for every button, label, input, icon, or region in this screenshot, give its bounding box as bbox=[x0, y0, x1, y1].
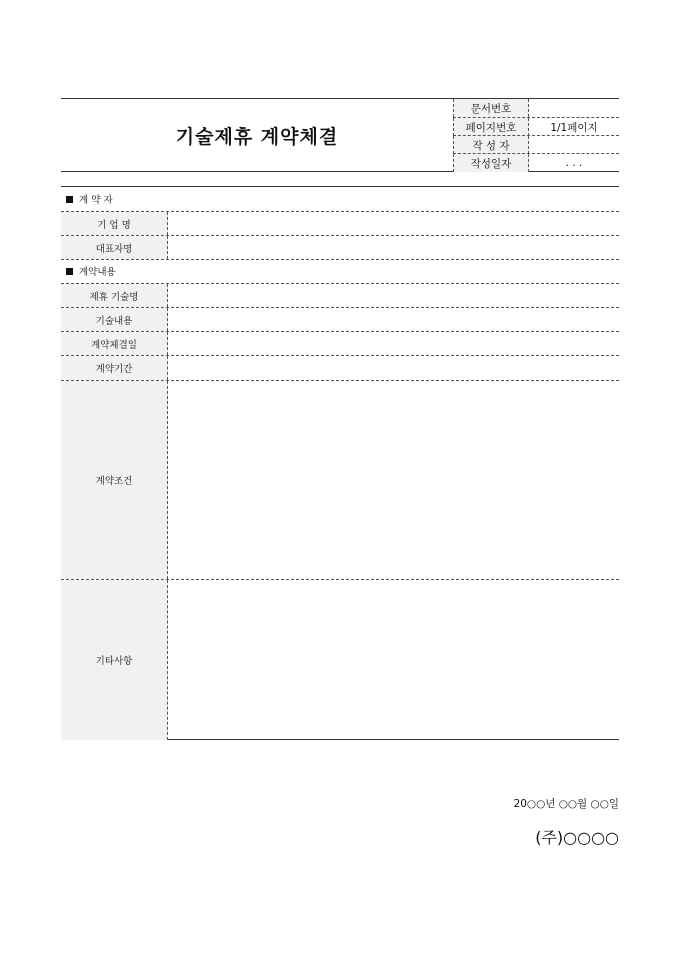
field-value[interactable] bbox=[168, 308, 619, 331]
field-label: 기 업 명 bbox=[61, 212, 168, 235]
field-row-contract-period bbox=[61, 355, 619, 380]
field-row-representative bbox=[61, 235, 619, 260]
section-heading-content bbox=[61, 259, 619, 283]
meta-row-date bbox=[453, 153, 619, 172]
signature-date: 20○○년 ○○월 ○○일 bbox=[513, 798, 619, 810]
document-meta-table bbox=[453, 99, 619, 171]
field-value[interactable] bbox=[168, 381, 619, 579]
meta-row-page-number bbox=[453, 117, 619, 136]
field-value[interactable] bbox=[168, 212, 619, 235]
meta-value[interactable] bbox=[529, 136, 619, 154]
field-row-other-notes bbox=[61, 579, 619, 740]
meta-value[interactable]: . . . bbox=[565, 157, 583, 169]
field-label: 제휴 기술명 bbox=[61, 284, 168, 307]
company-name: (주)○○○○ bbox=[535, 828, 619, 847]
meta-label: 작성일자 bbox=[453, 154, 529, 172]
square-bullet-icon bbox=[66, 196, 73, 203]
field-row-contract-terms bbox=[61, 380, 619, 579]
field-label: 계약조건 bbox=[61, 381, 168, 579]
meta-label: 작 성 자 bbox=[453, 136, 529, 154]
section-title: 계 약 자 bbox=[79, 195, 113, 206]
field-value[interactable] bbox=[168, 580, 619, 740]
document-header bbox=[61, 98, 619, 172]
field-label: 계약기간 bbox=[61, 356, 168, 380]
field-label: 기타사항 bbox=[61, 580, 168, 740]
meta-label: 문서번호 bbox=[453, 99, 529, 117]
field-row-tech-content bbox=[61, 307, 619, 331]
field-value[interactable] bbox=[168, 332, 619, 355]
square-bullet-icon bbox=[66, 268, 73, 275]
section-heading-party bbox=[61, 187, 619, 211]
field-label: 계약체결일 bbox=[61, 332, 168, 355]
field-value[interactable] bbox=[168, 284, 619, 307]
contract-table bbox=[61, 186, 619, 740]
field-row-contract-date bbox=[61, 331, 619, 355]
document-title: 기술제휴 계약체결 bbox=[175, 125, 339, 148]
field-label: 대표자명 bbox=[61, 236, 168, 259]
section-title: 계약내용 bbox=[79, 267, 116, 278]
meta-row-doc-number bbox=[453, 99, 619, 117]
meta-label: 페이지번호 bbox=[453, 118, 529, 136]
meta-value[interactable]: 1/1페이지 bbox=[550, 121, 598, 134]
field-row-tech-name bbox=[61, 283, 619, 307]
field-value[interactable] bbox=[168, 356, 619, 380]
meta-value[interactable] bbox=[529, 99, 619, 117]
field-value[interactable] bbox=[168, 236, 619, 259]
field-label: 기술내용 bbox=[61, 308, 168, 331]
meta-row-author bbox=[453, 135, 619, 154]
field-row-company-name bbox=[61, 211, 619, 235]
